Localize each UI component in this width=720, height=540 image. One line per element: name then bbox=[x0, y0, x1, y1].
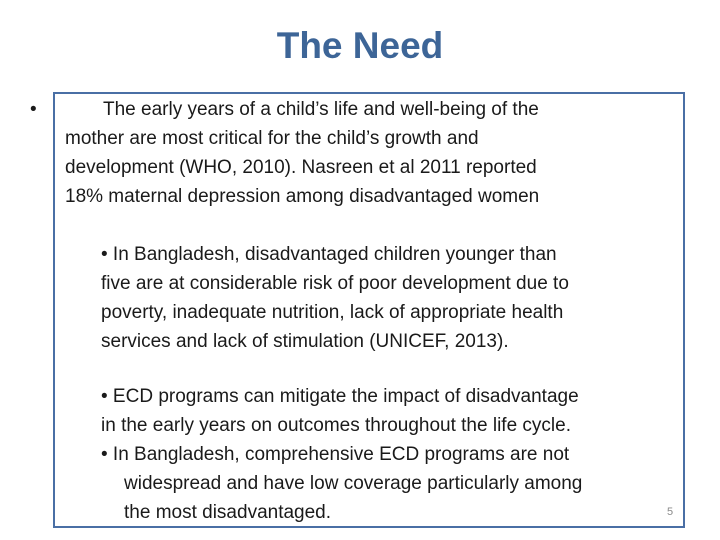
para2-line: • In Bangladesh, disadvantaged children younger than bbox=[101, 244, 557, 265]
para3-line: in the early years on outcomes throughout the life cycle. bbox=[101, 415, 571, 436]
para4-line: widespread and have low coverage particularly among bbox=[124, 473, 583, 494]
para2-line: five are at considerable risk of poor development due to bbox=[101, 273, 569, 294]
para1-line: 18% maternal depression among disadvantaged women bbox=[65, 186, 540, 207]
para4-line: the most disadvantaged. bbox=[124, 502, 332, 523]
slide-number: 5 bbox=[667, 506, 674, 518]
slide-title: The Need bbox=[276, 25, 444, 66]
para2-line: poverty, inadequate nutrition, lack of appropriate health bbox=[101, 302, 564, 323]
para3-line: • ECD programs can mitigate the impact of disadvantage bbox=[101, 386, 579, 407]
para2-line: services and lack of stimulation (UNICEF, 2013). bbox=[101, 331, 509, 352]
para4-line: • In Bangladesh, comprehensive ECD programs are not bbox=[101, 444, 570, 465]
para1-line: development (WHO, 2010). Nasreen et al 2011 reported bbox=[65, 157, 537, 178]
para1-line: The early years of a child’s life and well-being of the bbox=[103, 99, 539, 120]
outer-bullet: • bbox=[30, 99, 37, 120]
para1-line: mother are most critical for the child’s growth and bbox=[65, 128, 479, 149]
